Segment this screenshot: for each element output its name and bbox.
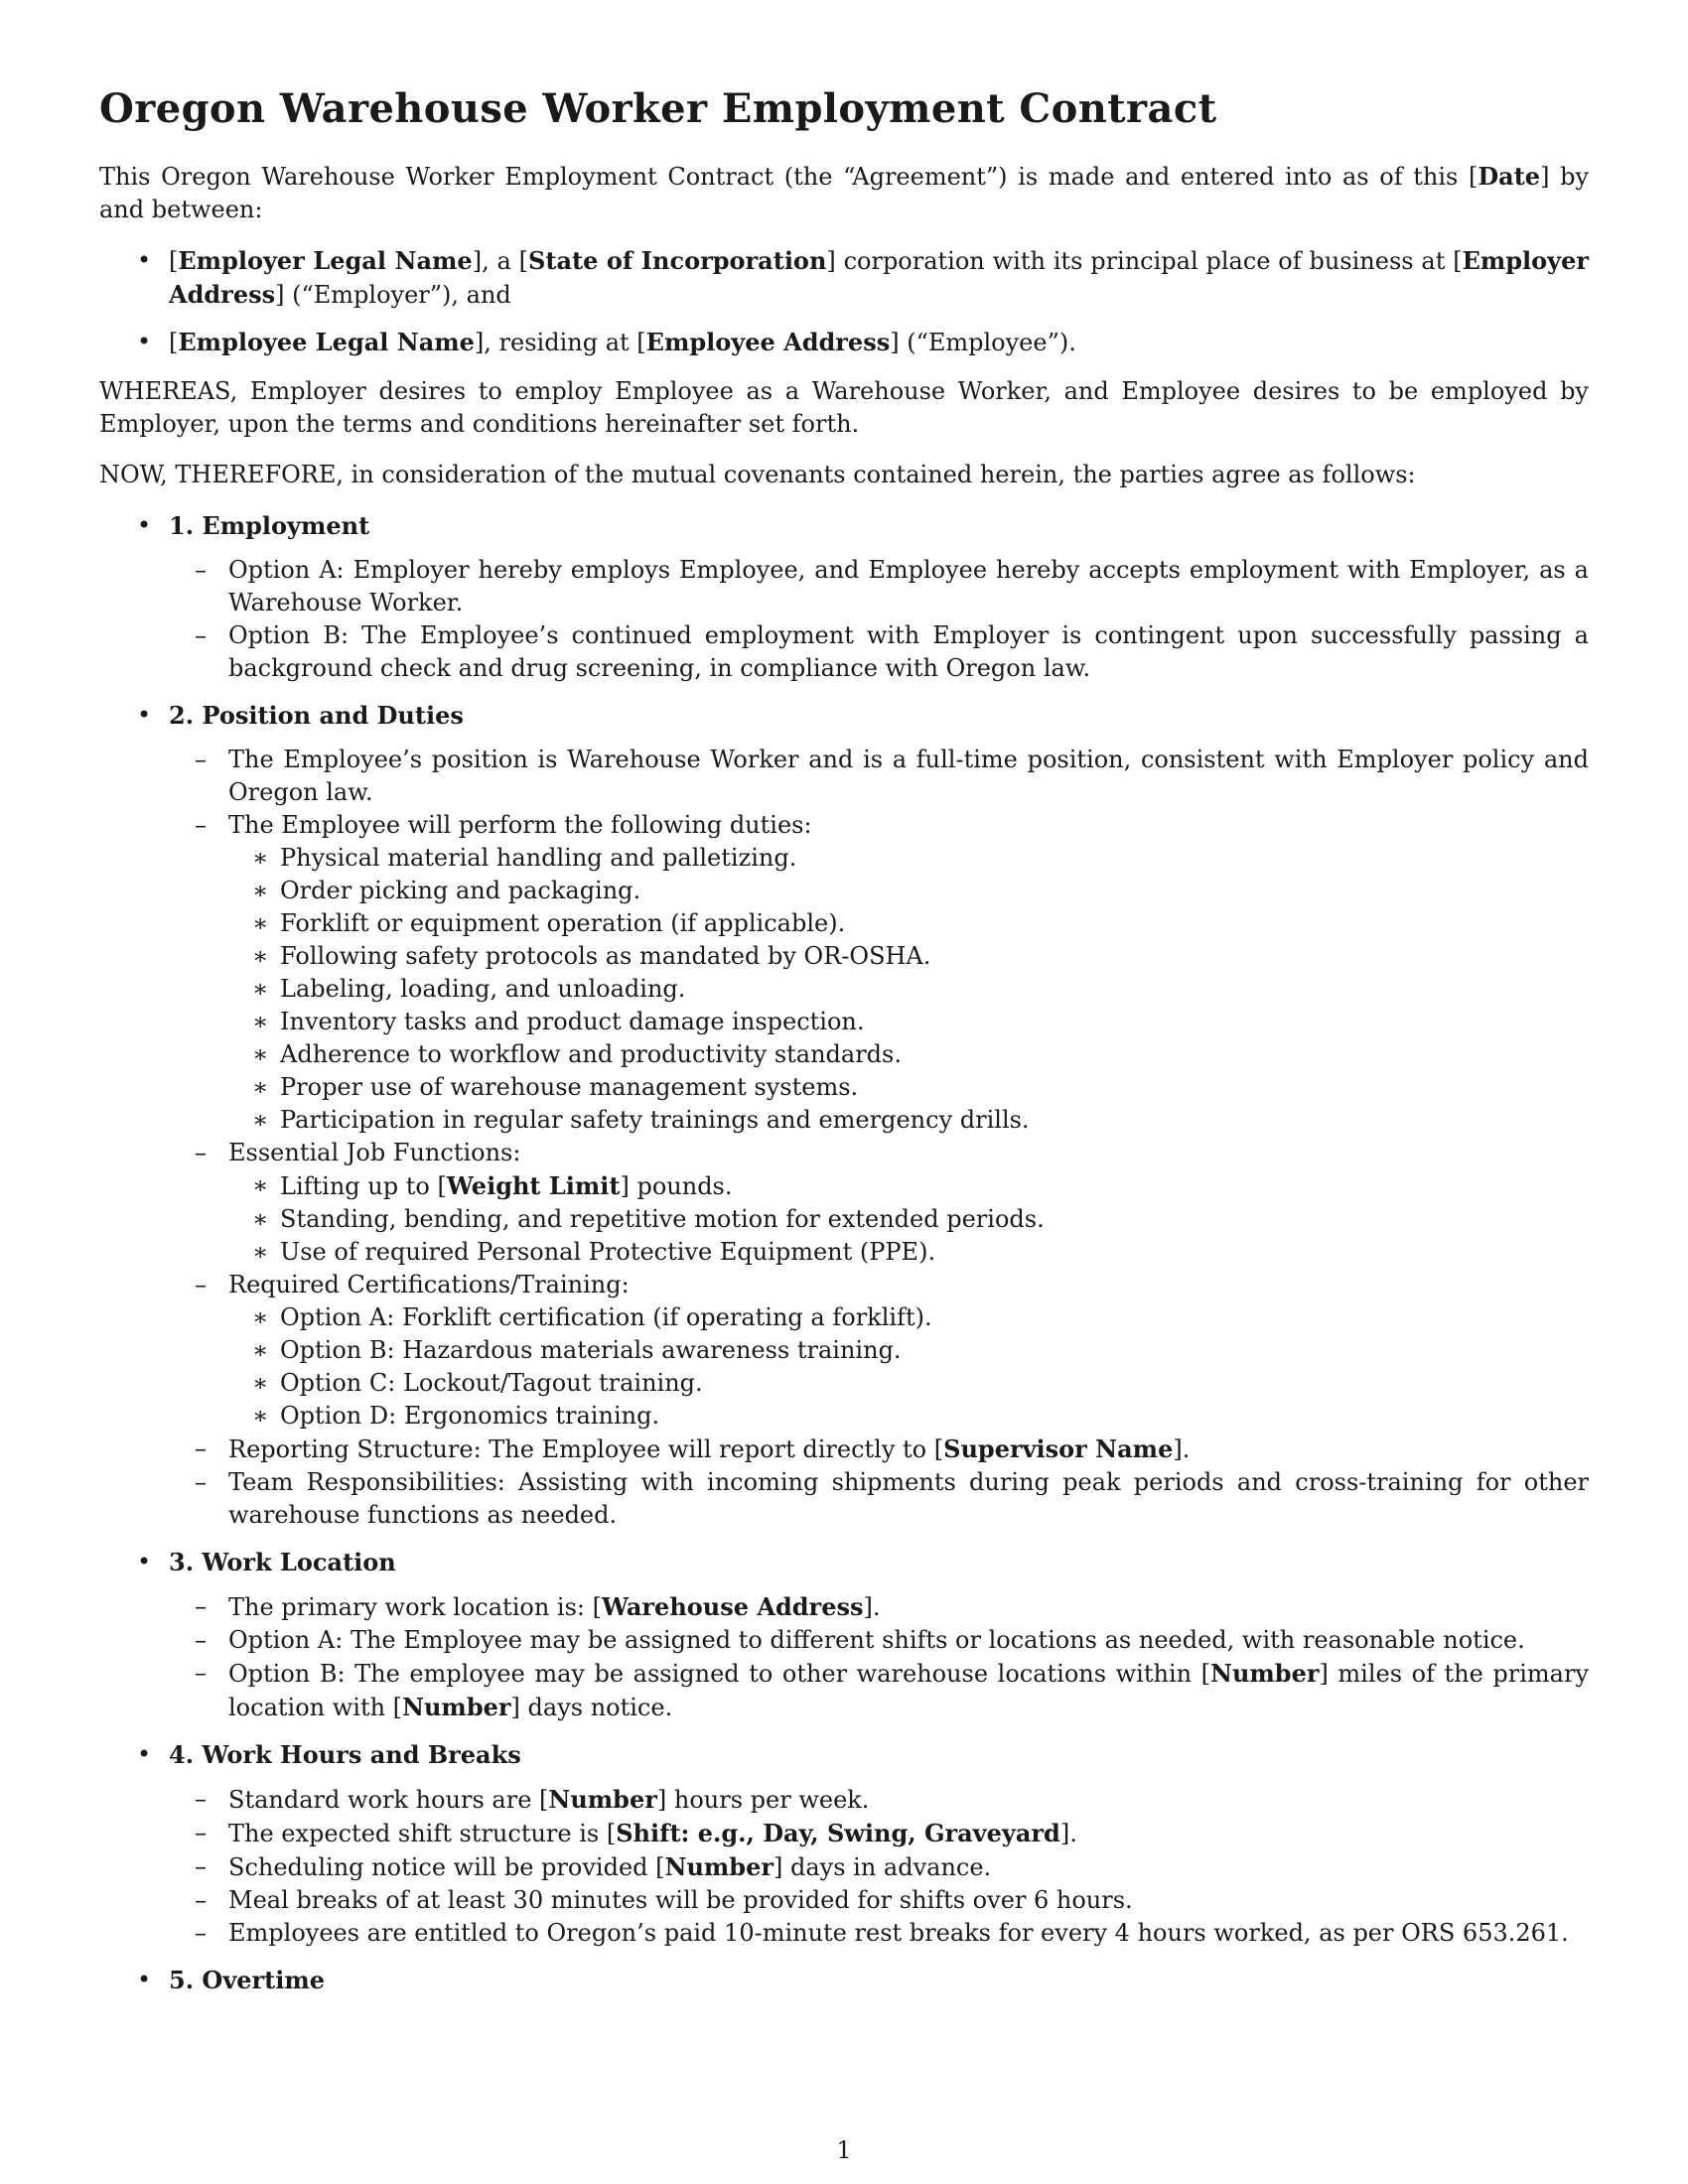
intro-text-end: ] by and between: [99,163,1589,223]
employee-address-placeholder: Employee Address [645,328,891,356]
text: ]. [863,1593,881,1621]
section-title: • 5. Overtime [169,1966,326,1994]
duty-item: ∗ Labeling, loading, and unloading. [228,973,1589,1006]
list-item: – Employees are entitled to Oregon’s paid 10-minute rest breaks for every 4 hours worked, as per ORS 653.261. [169,1917,1589,1950]
duty-item: ∗ Order picking and packaging. [228,875,1589,907]
list-item: – Option B: The Employee’s continued employment with Employer is contingent upon successfully passing a background check and drug screening, in compliance with Oregon law. [169,619,1589,685]
list-item: – Option A: Employer hereby employs Employee, and Employee hereby accepts employment with Employer, as a Warehouse Worker. [169,554,1589,619]
list-item: – Meal breaks of at least 30 minutes will be provided for shifts over 6 hours. [169,1884,1589,1917]
text: ] days notice. [510,1694,673,1721]
text: ] pounds. [620,1172,733,1200]
list-item [169,1817,1589,1850]
list-item: – Option A: The Employee may be assigned to different shifts or locations as needed, with reasonable notice. [169,1624,1589,1657]
team-item: – Team Responsibilities: Assisting with incoming shipments during peak periods and cross-training for other warehouse functions as needed. [169,1466,1589,1532]
cert-item: ∗ Option D: Ergonomics training. [228,1400,1589,1433]
employer-address-placeholder: Employer Address [169,246,1590,309]
party-employee [99,326,1589,359]
section-items [169,1590,1589,1724]
intro-paragraph [99,160,1589,226]
sections-list [99,509,1589,1996]
date-placeholder: Date [1477,162,1541,191]
text: ], residing at [ [474,329,646,356]
duty-item: ∗ Inventory tasks and product damage inspection. [228,1006,1589,1038]
duties-item [169,809,1589,1137]
list-item [169,1590,1589,1624]
now-therefore-paragraph: NOW, THEREFORE, in consideration of the mutual covenants contained herein, the parties agree as follows: [99,461,1416,488]
text: ] hours per week. [656,1786,870,1814]
supervisor-placeholder: Supervisor Name [943,1434,1174,1463]
number-placeholder: Number [664,1852,774,1881]
text: The expected shift structure is [ [228,1820,617,1847]
essential-item: ∗ Use of required Personal Protective Equipment (PPE). [228,1236,1589,1269]
section-employment [99,509,1589,685]
number-placeholder: Number [548,1785,657,1814]
duties-list [228,842,1589,1137]
page-number: 1 [836,2136,852,2164]
section-work-location [99,1546,1589,1724]
cert-item: ∗ Option A: Forklift certification (if operating a forklift). [228,1301,1589,1334]
text: ] miles of the primary location with [ [228,1660,1589,1721]
essential-label: Essential Job Functions: [228,1139,521,1166]
shift-placeholder: Shift: e.g., Day, Swing, Graveyard [616,1819,1060,1847]
duties-label: The Employee will perform the following duties: [228,811,812,839]
warehouse-address-placeholder: Warehouse Address [601,1592,864,1621]
document-title: Oregon Warehouse Worker Employment Contract [99,85,1217,132]
text: ], a [ [472,247,529,275]
certs-label: Required Certifications/Training: [228,1271,630,1298]
duty-item: ∗ Participation in regular safety trainings and emergency drills. [228,1104,1589,1137]
section-title: • 1. Employment [169,511,370,540]
text: ] days in advance. [773,1853,992,1881]
text: ]. [1059,1820,1077,1847]
section-items [169,1783,1589,1950]
essential-item: ∗ Standing, bending, and repetitive motion for extended periods. [228,1203,1589,1236]
text: ]. [1173,1435,1191,1463]
text: Lifting up to [ [280,1172,447,1200]
text: ] (“Employer”), and [275,281,511,309]
reporting-item [169,1433,1589,1466]
certifications-item [169,1269,1589,1433]
text: The primary work location is: [ [228,1593,602,1621]
section-title: • 4. Work Hours and Breaks [169,1740,521,1769]
text: ] (“Employee”). [890,329,1076,356]
list-item [169,1657,1589,1724]
number-placeholder: Number [1210,1659,1320,1688]
list-item: – The Employee’s position is Warehouse Worker and is a full-time position, consistent with Employer policy and Oregon law. [169,744,1589,809]
text: Standard work hours are [ [228,1786,549,1814]
essential-list [228,1169,1589,1269]
essential-item [228,1169,1589,1203]
text: [ [169,329,179,356]
section-items [169,744,1589,1532]
section-position-duties [99,699,1589,1532]
duty-item: ∗ Proper use of warehouse management systems. [228,1071,1589,1104]
whereas-paragraph: WHEREAS, Employer desires to employ Employee as a Warehouse Worker, and Employee desires to be employed by Employer, upon the terms and conditions hereinafter set forth. [99,377,1589,438]
duty-item: ∗ Following safety protocols as mandated by OR-OSHA. [228,940,1589,973]
text: Scheduling notice will be provided [ [228,1853,665,1881]
section-title: • 3. Work Location [169,1548,396,1576]
number-placeholder: Number [402,1693,511,1721]
employer-name-placeholder: Employer Legal Name [178,246,473,275]
duty-item: ∗ Forklift or equipment operation (if applicable). [228,907,1589,940]
text: ] corporation with its principal place of business at [ [826,247,1463,275]
employee-name-placeholder: Employee Legal Name [178,328,475,356]
parties-list [99,244,1589,359]
text: Reporting Structure: The Employee will report directly to [ [228,1435,944,1463]
contract-page [99,85,1589,2010]
duty-item: ∗ Physical material handling and palletizing. [228,842,1589,875]
weight-limit-placeholder: Weight Limit [446,1171,621,1200]
section-items [169,554,1589,685]
section-title: • 2. Position and Duties [169,701,464,730]
cert-item: ∗ Option B: Hazardous materials awareness training. [228,1334,1589,1367]
party-employer [99,244,1589,312]
intro-text: This Oregon Warehouse Worker Employment Contract (the “Agreement”) is made and entered into as of this [ [99,163,1478,191]
section-overtime [99,1964,1589,1996]
cert-item: ∗ Option C: Lockout/Tagout training. [228,1367,1589,1400]
section-work-hours [99,1738,1589,1950]
text: Option B: The employee may be assigned to other warehouse locations within [ [228,1660,1211,1688]
essential-functions-item [169,1137,1589,1269]
text: [ [169,247,179,275]
list-item [169,1850,1589,1884]
state-placeholder: State of Incorporation [528,246,827,275]
list-item [169,1783,1589,1817]
certs-list [228,1301,1589,1433]
duty-item: ∗ Adherence to workflow and productivity standards. [228,1038,1589,1071]
